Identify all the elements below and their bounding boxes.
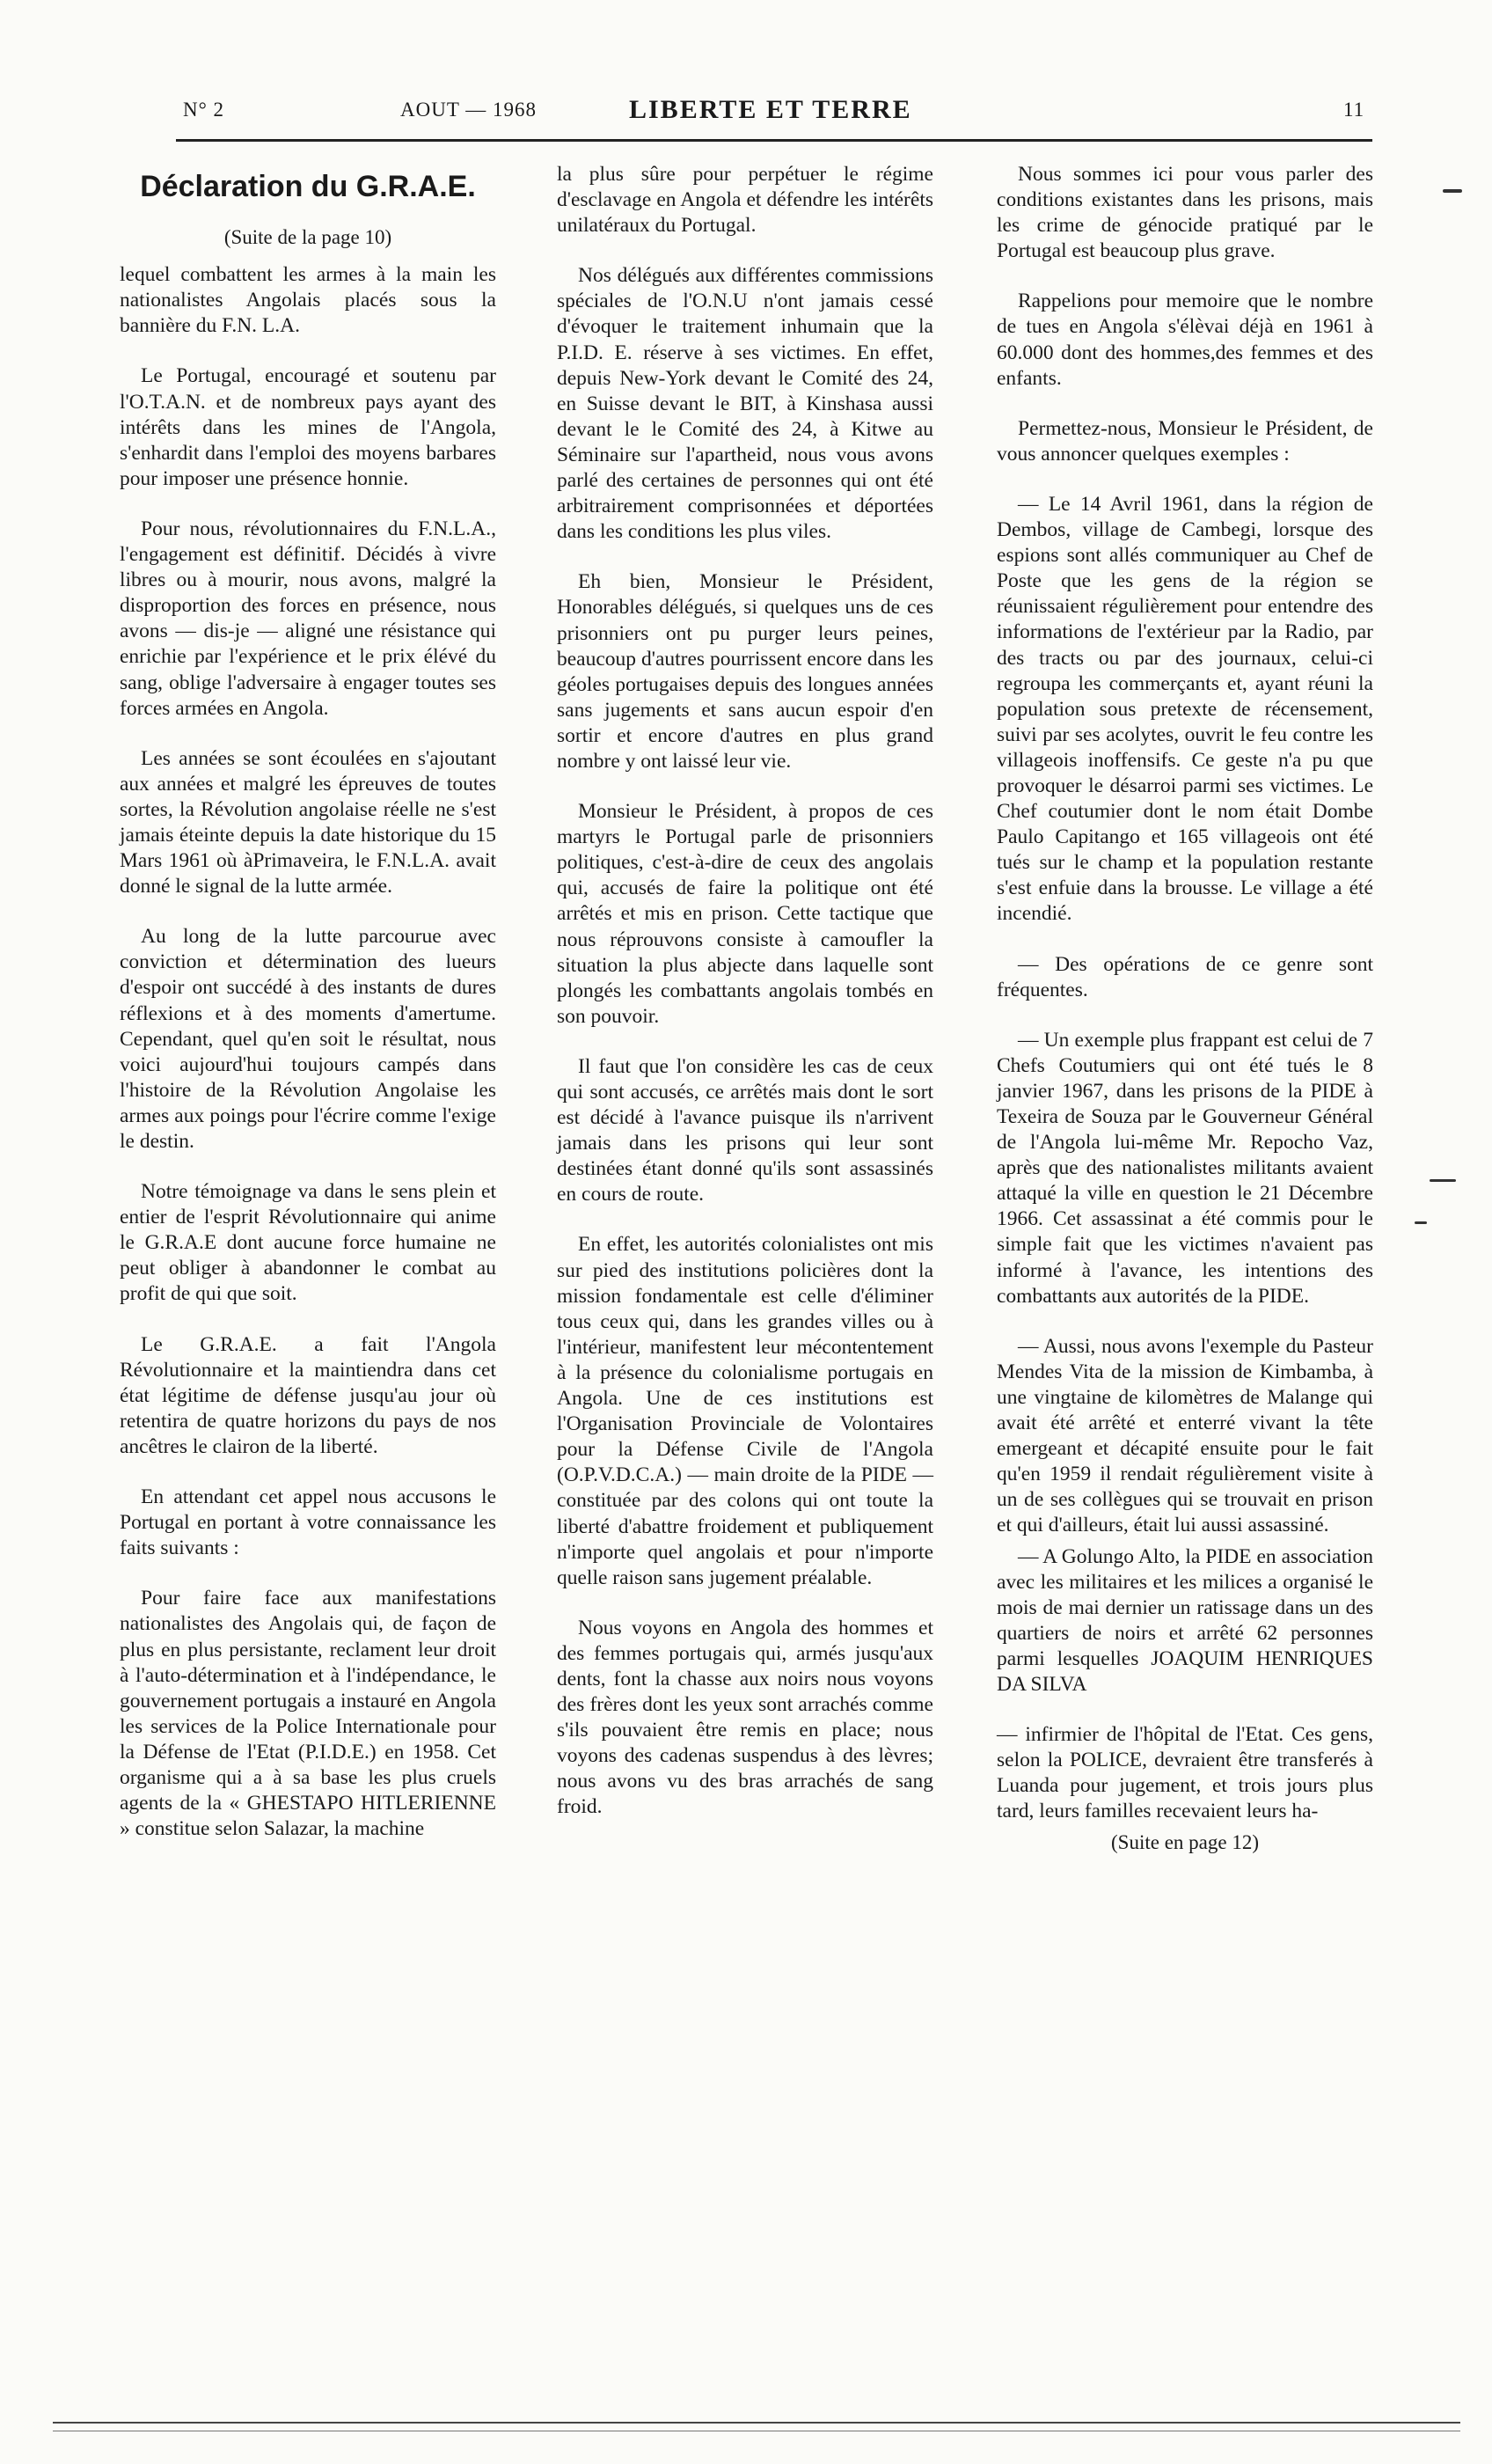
continued-from: (Suite de la page 10) [223, 226, 392, 249]
paragraph: Eh bien, Monsieur le Président, Honorables délégués, si quelques uns de ces prisonniers ont pu purger leurs peines, beaucoup d'autres pourrissent encore dans les géoles portugaises depuis des longues années sans jugements et sans aucun espoir d'en sortir et encore d'autres en plus grand nombre y ont laissé leur vie. [557, 570, 933, 773]
paragraph: — infirmier de l'hôpital de l'Etat. Ces gens, selon la POLICE, devraient être transferés à Luanda pour jugement, et trois jours plus tard, leurs familles recevaient leurs ha- [997, 1723, 1373, 1823]
paragraph: Monsieur le Président, à propos de ces martyrs le Portugal parle de prisonniers politiques, c'est-à-dire de ceux des angolais qui, accusés de faire la politique ont été arrêtés et mis en prison. Cette tactique que nous réprouvons consiste à camoufler la situation la plus abjecte dans laquelle sont plongés les combattants angolais tombés en son pouvoir. [557, 800, 933, 1028]
print-speck [1430, 1179, 1456, 1182]
paragraph: — Des opérations de ce genre sont fréquentes. [997, 952, 1373, 1001]
footer-rule [53, 2422, 1460, 2424]
paragraph: — A Golungo Alto, la PIDE en association avec les militaires et les milices a organisé le mois de mai dernier un ratissage dans un des quartiers de noirs et arrêté 62 personnes parmi lesquelles JOAQUIM HENRIQUES DA SILVA [997, 1544, 1373, 1696]
paragraph: Pour faire face aux manifestations nationalistes des Angolais qui, de façon de plus en plus persistante, reclament leur droit à l'auto-détermination et à l'indépendance, le gouvernement portugais a instauré en Angola les services de la Police Internationale pour la Défense de l'Etat (P.I.D.E.) en 1958. Cet organisme qui a à sa base les plus cruels agents de la « GHESTAPO HITLERIENNE » constitue selon Salazar, la machine [120, 1587, 496, 1841]
paragraph: Rappelions pour memoire que le nombre de tues en Angola s'élèvai déjà en 1961 à 60.000 dont des hommes,des femmes et des enfants. [997, 290, 1373, 390]
paragraph: Il faut que l'on considère les cas de ceux qui sont accusés, ce arrêtés mais dont le sort est décidé à l'avance puisque ils n'arrivent jamais dans les prisons qui leur sont destinées étant donné qu'ils sont assassinés en cours de route. [557, 1054, 933, 1206]
article-title: Déclaration du G.R.A.E. [140, 170, 476, 203]
column-1 [120, 162, 496, 1866]
paragraph: Nous voyons en Angola des hommes et des femmes portugais qui, armés jusqu'aux dents, font la chasse aux noirs nous voyons des frères dont les yeux sont arrachés comme s'ils pouvaient être remis en place; nous voyons des cadenas suspendus à des lèvres; nous avons vu des bras arrachés de sang froid. [557, 1616, 933, 1819]
paragraph: — Le 14 Avril 1961, dans la région de Dembos, village de Cambegi, lorsque des espions sont allés communiquer au Chef de Poste que les gens de la région se réunissaient régulièrement pour entendre des informations de l'extérieur par la Radio, par des tracts ou par des journaux, celui-ci regroupa les commerçants et, ayant réuni la population sous pretexte de récensement, suivi par ses acolytes, ouvrit le feu contre les villageois inoffensifs. Ce geste n'a pu que provoquer le désarroi parmi ses victimes. Le Chef coutumier dont le nom était Dombe Paulo Capitango et 165 villageois ont été tués sur le champ et la population restante s'est enfuie dans la brousse. Le village a été incendié. [997, 492, 1373, 926]
paragraph: Nous sommes ici pour vous parler des conditions existantes dans les prisons, mais les crime de génocide pratiqué par le Portugal est beaucoup plus grave. [997, 163, 1373, 263]
paragraph: Notre témoignage va dans le sens plein et entier de l'esprit Révolutionnaire qui anime le G.R.A.E dont aucune force humaine ne peut obliger à abandonner le combat au profit de qui que soit. [120, 1180, 496, 1306]
paragraph: Le G.R.A.E. a fait l'Angola Révolutionnaire et la maintiendra dans cet état légitime de défense jusqu'au jour où retentira de quatre horizons du pays de nos ancêtres le clairon de la liberté. [120, 1332, 496, 1458]
paragraph: Permettez-nous, Monsieur le Président, de vous annoncer quelques exemples : [997, 416, 1373, 466]
print-speck [1415, 1221, 1427, 1224]
issue-number: N° 2 [183, 99, 225, 121]
page-number: 11 [1343, 99, 1365, 121]
paragraph: En attendant cet appel nous accusons le Portugal en portant à votre connaissance les faits suivants : [120, 1485, 496, 1560]
paragraph: En effet, les autorités colonialistes ont mis sur pied des institutions policières dont la mission fondamentale est celle d'éliminer tous ceux qui, dans les grandes villes ou à l'intérieur, manifestent leur mécontentement à la présence du colonialisme portugais en Angola. Une de ces institutions est l'Organisation Provinciale de Volontaires pour la Défense Civile de l'Angola (O.P.V.D.C.A.) — main droite de la PIDE — constituée par des colons qui ont toute la liberté d'abattre froidement et publiquement n'importe quel angolais et pour n'importe quelle raison sans jugement préalable. [557, 1233, 933, 1589]
paragraph: Le Portugal, encouragé et soutenu par l'O.T.A.N. et de nombreux pays ayant des intérêts dans les mines de l'Angola, s'enhardit dans l'emploi des moyens barbares pour imposer une présence honnie. [120, 364, 496, 490]
paragraph: Les années se sont écoulées en s'ajoutant aux années et malgré les épreuves de toutes sortes, la Révolution angolaise réelle ne s'est jamais éteinte depuis la date historique du 15 Mars 1961 où àPrimaveira, le F.N.L.A. avait donné le signal de la lutte armée. [120, 746, 496, 898]
print-speck [1443, 189, 1462, 193]
column-3 [997, 162, 1373, 1856]
paragraph: Nos délégués aux différentes commissions spéciales de l'O.N.U n'ont jamais cessé d'évoquer le traitement inhumain que la P.I.D. E. réserve à ses victimes. En effet, depuis New-York devant le Comité des 24, en Suisse devant le BIT, à Kinshasa aussi devant le le Comité des 24, à Kitwe au Séminaire sur l'apartheid, nous vous avons parlé des certaines de personnes qui ont été arbitrairement comprisonnées et déportées dans les conditions les plus viles. [557, 264, 933, 544]
header-rule [176, 139, 1372, 142]
publication-title: LIBERTE ET TERRE [629, 95, 912, 124]
column-2 [557, 162, 933, 1845]
paragraph: Pour nous, révolutionnaires du F.N.L.A., l'engagement est définitif. Décidés à vivre libres ou à mourir, nous avons, malgré la disproportion des forces en présence, nous avons — dis-je — aligné une résistance qui enrichie par l'expérience et le prix élévé du sang, oblige l'adversaire à engager toutes ses forces armées en Angola. [120, 517, 496, 720]
paragraph: — Aussi, nous avons l'exemple du Pasteur Mendes Vita de la mission de Kimbamba, à une vingtaine de kilomètres de Malange qui avait été arrêté et enterré vivant la tête emergeant et décapité ensuite pour le fait qu'en 1959 il rendait régulièrement visite à un de ses collègues qui se trouvait en prison et qui d'ailleurs, était lui aussi assassiné. [997, 1334, 1373, 1537]
issue-date: AOUT — 1968 [400, 99, 537, 121]
masthead [176, 93, 1372, 134]
paragraph: Au long de la lutte parcourue avec conviction et détermination des lueurs d'espoir ont succédé à des instants de dures réflexions et à des moments d'amertume. Cependant, quel qu'en soit le résultat, nous voici aujourd'hui toujours campés dans l'histoire de la Révolution Angolaise les armes aux poings pour l'écrire comme l'exige le destin. [120, 925, 496, 1153]
paragraph: la plus sûre pour perpétuer le régime d'esclavage en Angola et défendre les intérêts unilatéraux du Portugal. [557, 163, 933, 238]
continued-on: (Suite en page 12) [1111, 1831, 1259, 1854]
paragraph: lequel combattent les armes à la main les nationalistes Angolais placés sous la bannière du F.N. L.A. [120, 263, 496, 338]
paragraph: — Un exemple plus frappant est celui de 7 Chefs Coutumiers qui ont été tués le 8 janvier 1967, dans les prisons de la PIDE à Texeira de Souza par le Gouverneur Général de l'Angola lui-même Mr. Repocho Vaz, après que des nationalistes militants avaient attaqué la ville en question le 21 Décembre 1966. Cet assassinat a été commis pour le simple fait que les victimes n'avaient pas informé à l'avance, les intentions des combattants aux autorités de la PIDE. [997, 1028, 1373, 1308]
